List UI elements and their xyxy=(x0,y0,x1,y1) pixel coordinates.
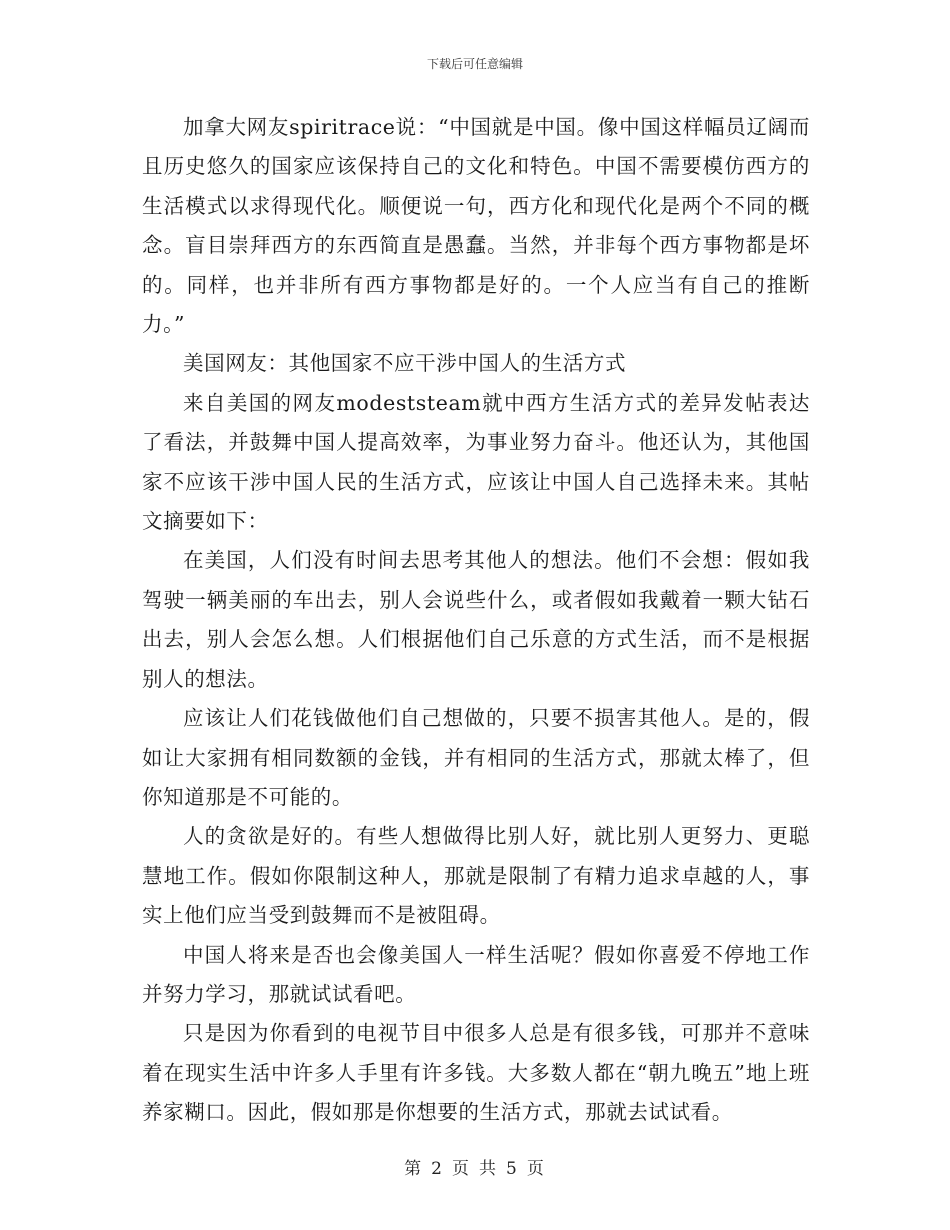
paragraph: 只是因为你看到的电视节目中很多人总是有很多钱，可那并不意味着在现实生活中许多人手里有许多钱。大多数人都在“朝九晚五”地上班养家糊口。因此，假如那是你想要的生活方式，那就去试试看。 xyxy=(142,1021,810,1125)
paragraph: 在美国，人们没有时间去思考其他人的想法。他们不会想：假如我驾驶一辆美丽的车出去，别人会说些什么，或者假如我戴着一颗大钻石出去，别人会怎么想。人们根据他们自己乐意的方式生活，而不是根据别人的想法。 xyxy=(142,548,810,691)
footer-total-suffix: 页 xyxy=(526,1159,546,1179)
total-page-count: 5 xyxy=(506,1159,519,1179)
paragraph: 来自美国的网友modeststeam就中西方生活方式的差异发帖表达了看法，并鼓舞中国人提高效率，为事业努力奋斗。他还认为，其他国家不应该干涉中国人民的生活方式，应该让中国人自己选择未来。其帖文摘要如下： xyxy=(142,390,810,534)
footer-total-prefix: 共 xyxy=(479,1159,498,1179)
section-heading: 美国网友：其他国家不应干涉中国人的生活方式 xyxy=(183,351,627,376)
document-body xyxy=(142,108,810,1133)
paragraph: 人的贪欲是好的。有些人想做得比别人好，就比别人更努力、更聪慧地工作。假如你限制这种人，那就是限制了有精力追求卓越的人，事实上他们应当受到鼓舞而不是被阻碍。 xyxy=(142,824,810,928)
page-footer xyxy=(0,1154,950,1179)
paragraph: 应该让人们花钱做他们自己想做的，只要不损害其他人。是的，假如让大家拥有相同数额的金钱，并有相同的生活方式，那就太棒了，但你知道那是不可能的。 xyxy=(142,706,810,809)
page-header: 下载后可任意编辑 xyxy=(426,57,523,71)
footer-page-word: 页 xyxy=(452,1159,471,1179)
current-page-number: 2 xyxy=(431,1159,444,1179)
paragraph: 中国人将来是否也会像美国人一样生活呢？假如你喜爱不停地工作并努力学习，那就试试看吧。 xyxy=(142,942,810,1006)
footer-prefix: 第 xyxy=(404,1159,424,1179)
paragraph: 加拿大网友spiritrace说：“中国就是中国。像中国这样幅员辽阔而且历史悠久的国家应该保持自己的文化和特色。中国不需要模仿西方的生活模式以求得现代化。顺便说一句，西方化和现代化是两个不同的概念。盲目崇拜西方的东西简直是愚蠢。当然，并非每个西方事物都是坏的。同样，也并非所有西方事物都是好的。一个人应当有自己的推断力。” xyxy=(142,115,810,337)
